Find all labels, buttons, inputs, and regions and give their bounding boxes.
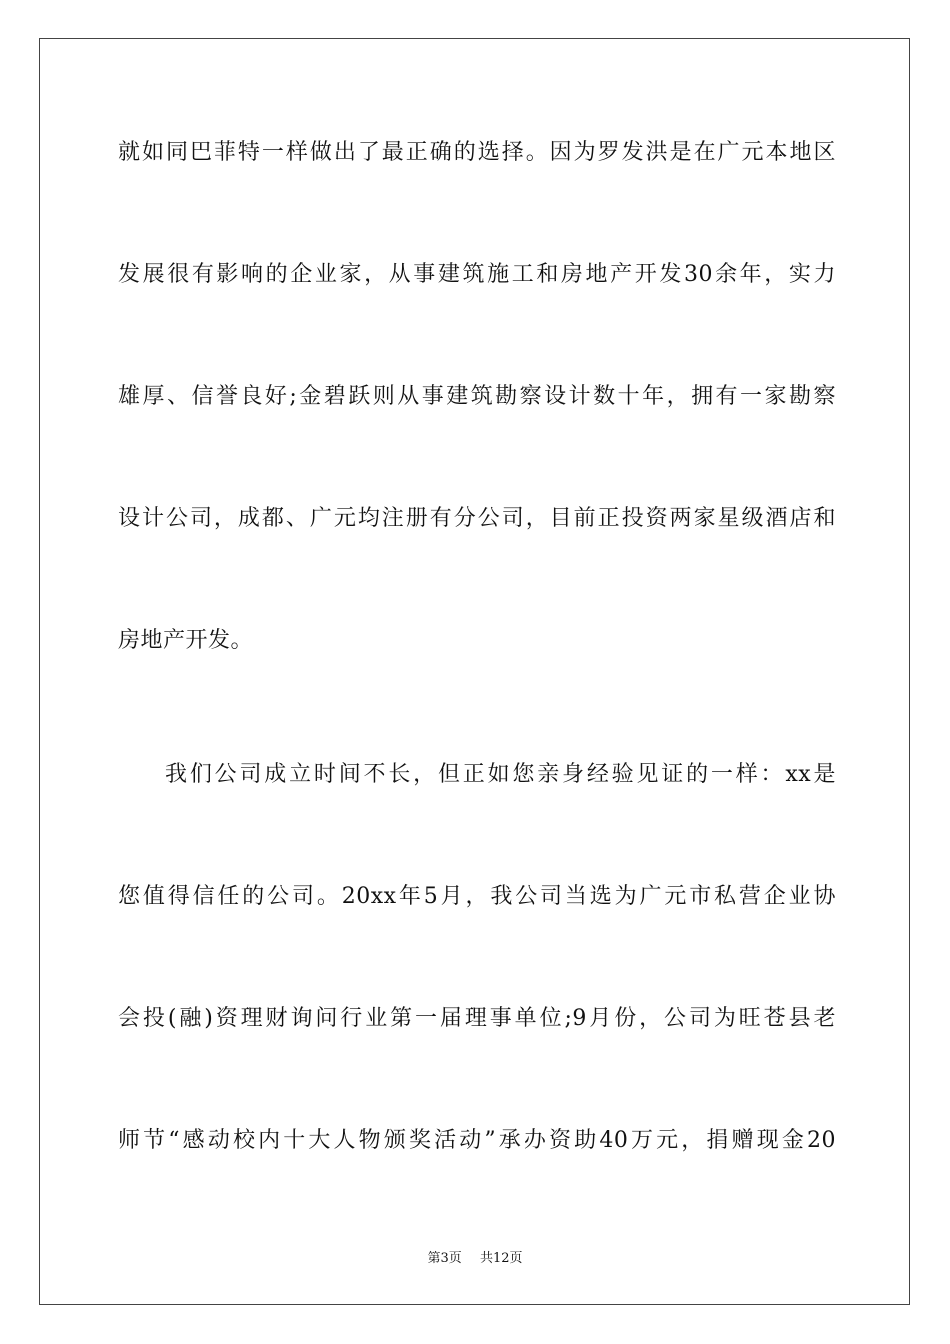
paragraph-line-2: 发展很有影响的企业家，从事建筑施工和房地产开发30余年，实力 bbox=[118, 262, 836, 287]
paragraph-line-8: 会投(融)资理财询问行业第一届理事单位;9月份，公司为旺苍县老 bbox=[118, 1006, 836, 1031]
paragraph-line-9: 师节“感动校内十大人物颁奖活动”承办资助40万元，捐赠现金20 bbox=[118, 1128, 836, 1153]
paragraph-line-6: 我们公司成立时间不长，但正如您亲身经验见证的一样：xx是 bbox=[165, 762, 836, 787]
page-number-current: 第3页 bbox=[427, 1251, 462, 1266]
page-footer bbox=[0, 1247, 950, 1266]
paragraph-line-4: 设计公司，成都、广元均注册有分公司，目前正投资两家星级酒店和 bbox=[118, 506, 836, 531]
paragraph-line-7: 您值得信任的公司。20xx年5月，我公司当选为广元市私营企业协 bbox=[118, 884, 836, 909]
page-number-total: 共12页 bbox=[479, 1251, 523, 1266]
page-border bbox=[39, 38, 910, 1305]
paragraph-line-3: 雄厚、信誉良好;金碧跃则从事建筑勘察设计数十年，拥有一家勘察 bbox=[118, 384, 836, 409]
paragraph-line-1: 就如同巴菲特一样做出了最正确的选择。因为罗发洪是在广元本地区 bbox=[118, 140, 836, 165]
paragraph-line-5: 房地产开发。 bbox=[118, 628, 254, 653]
